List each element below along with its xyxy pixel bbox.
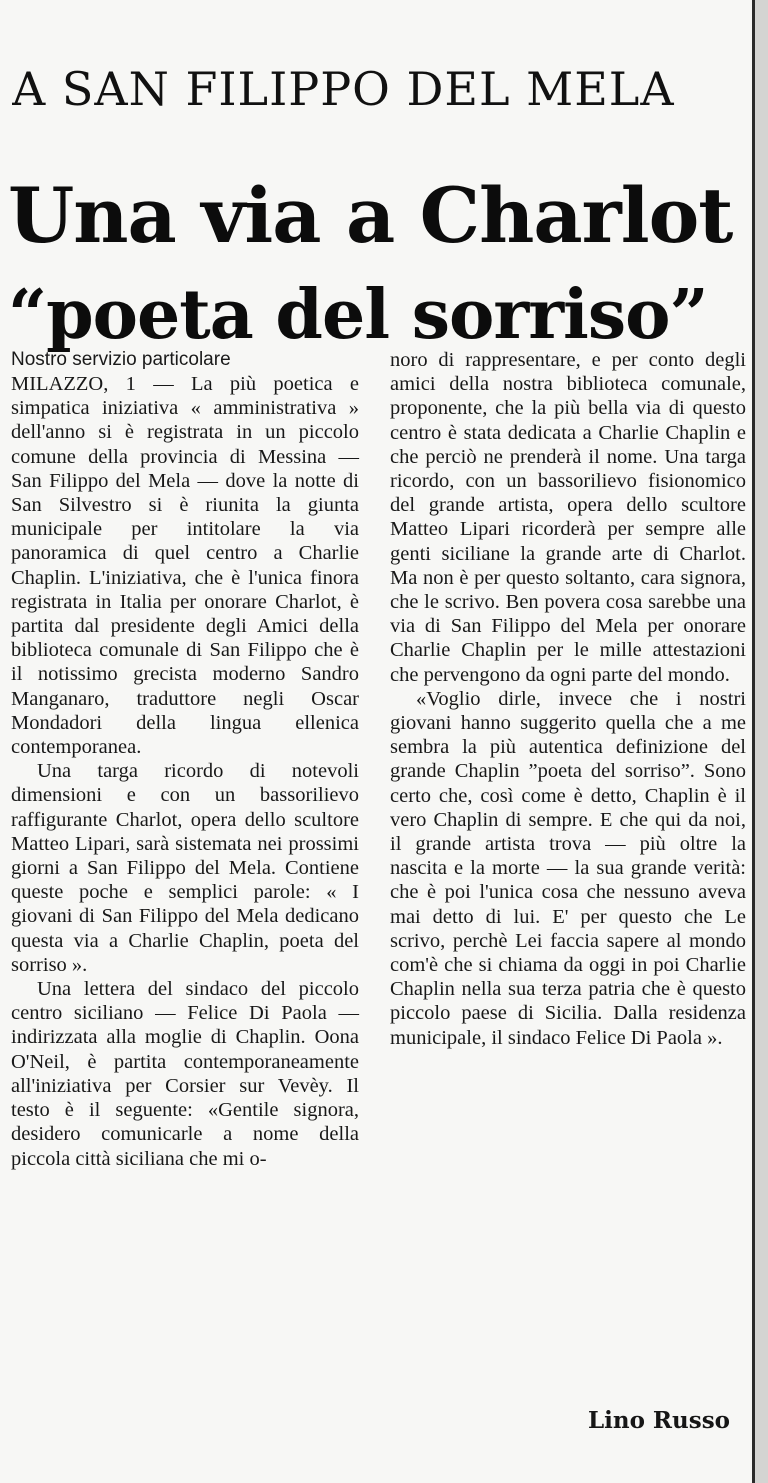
article-paragraph-5: «Voglio dirle, invece che i nostri giovani hanno suggerito quella che a me sembra la più autentica definizione del grande Chaplin ”poeta del sorriso”. Sono certo che, così come è detto, Chaplin è il vero Chaplin di sempre. E che qui da noi, il grande artista trova — più oltre la nascita e la morte — la sua grande verità: che è poi l'unica cosa che nessuno aveva mai detto di lui. E' per questo che Le scrivo, perchè Lei faccia sapere al mondo com'è che si chiama da oggi in poi Charlie Chaplin nella sua terza patria che è questo piccolo paese di Sicilia. Dalla residenza municipale, il sindaco Felice Di Paola ».	[390, 687, 746, 1049]
kicker-heading: A SAN FILIPPO DEL MELA	[12, 62, 675, 117]
article-paragraph-1	[11, 372, 359, 759]
article-paragraph-4: noro di rappresentare, e per conto degli amici della nostra biblioteca comunale, proponente, che la più bella via di questo centro è stata dedicata a Charlie Chaplin e che perciò ne prenderà il nome. Una targa ricordo, con un bassorilievo fisionomico del grande artista, opera dello scultore Matteo Lipari ricorderà per sempre alle genti siciliane la grande arte di Charlot. Ma non è per questo soltanto, cara signora, che le scrivo. Ben povera cosa sarebbe una via di San Filippo del Mela per onorare Charlie Chaplin per le mille attestazioni che pervengono da ogni parte del mondo.	[390, 349, 746, 686]
service-note: Nostro servizio particolare	[11, 349, 231, 370]
article-column-2	[390, 348, 746, 1050]
headline-line-2: “poeta del sorriso”	[8, 274, 708, 355]
adjacent-page-edge	[755, 0, 768, 1483]
article-column-1	[11, 348, 359, 1171]
dateline: MILAZZO, 1 —	[11, 373, 174, 395]
article-paragraph-3: Una lettera del sindaco del piccolo centro siciliano — Felice Di Paola — indirizzata alla moglie di Chaplin. Oona O'Neil, è partita contemporaneamente all'iniziativa per Corsier sur Vevèy. Il testo è il seguente: «Gentile signora, desidero comunicarle a nome della piccola città siciliana che mi o-	[11, 978, 359, 1170]
author-signature: Lino Russo	[587, 1407, 730, 1434]
paragraph-text: La più poetica e simpatica iniziativa « amministrativa » dell'anno si è registrata in un piccolo comune della provincia di Messina — San Filippo del Mela — dove la notte di San Silvestro si è riunita la giunta municipale per intitolare la via panoramica di quel centro a Charlie Chaplin. L'iniziativa, che è l'unica finora registrata in Italia per onorare Charlot, è partita dal presidente degli Amici della biblioteca comunale di San Filippo che è il notissimo grecista moderno Sandro Manganaro, traduttore negli Oscar Mondadori della lingua ellenica contemporanea.	[11, 373, 359, 759]
article-paragraph-2: Una targa ricordo di notevoli dimensioni e con un bassorilievo raffigurante Charlot, opera dello scultore Matteo Lipari, sarà sistemata nei prossimi giorni a San Filippo del Mela. Contiene queste poche e semplici parole: « I giovani di San Filippo del Mela dedicano questa via a Charlie Chaplin, poeta del sorriso ».	[11, 760, 359, 976]
headline-line-1: Una via a Charlot	[8, 170, 733, 260]
